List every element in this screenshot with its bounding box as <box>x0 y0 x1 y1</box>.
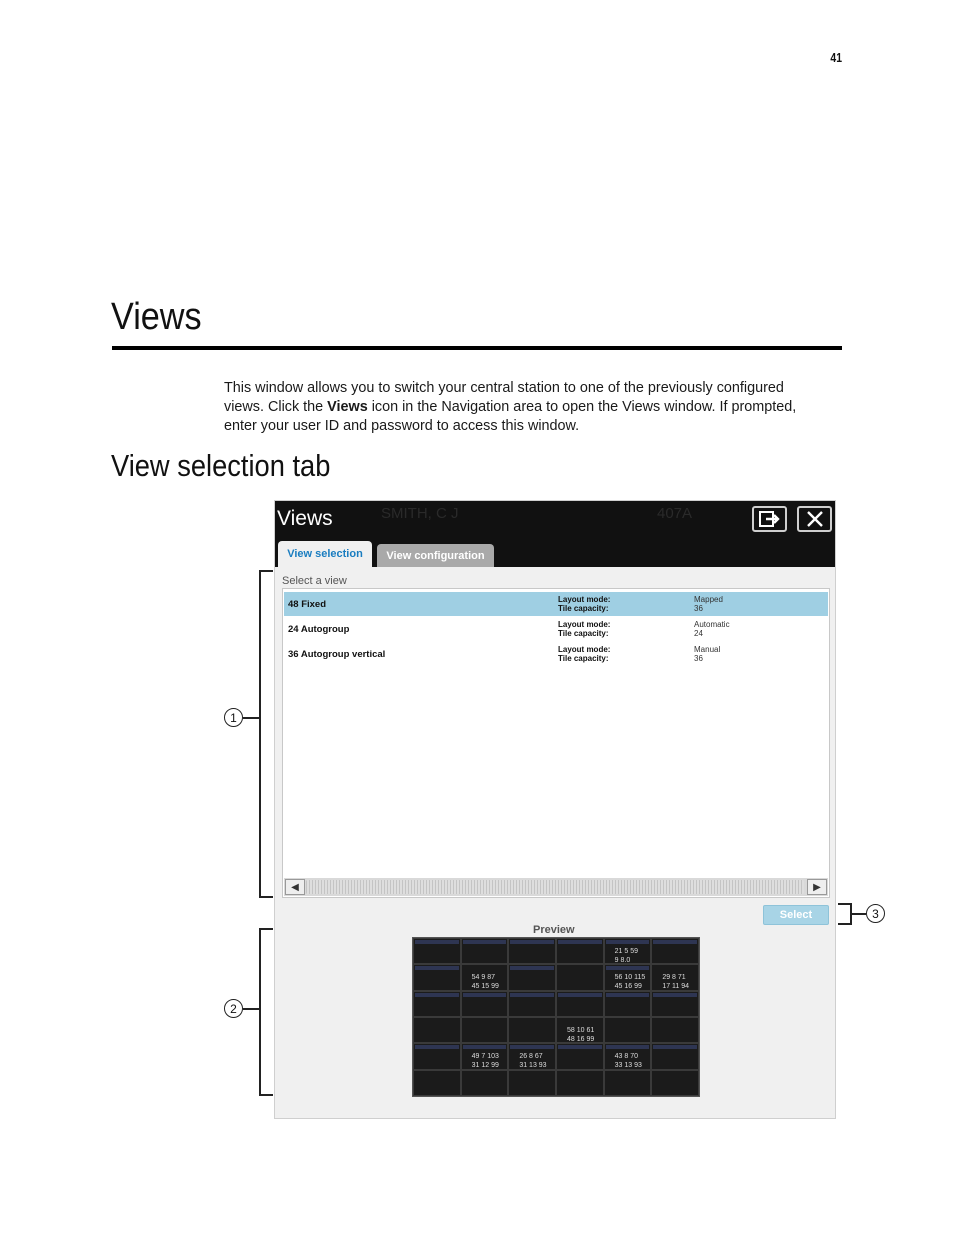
exit-icon <box>759 511 781 527</box>
callout-3-leader <box>850 913 866 915</box>
exit-button[interactable] <box>752 506 787 532</box>
preview-tile <box>651 938 699 964</box>
tile-capacity-value: 36 <box>694 604 703 613</box>
tile-header-bar <box>653 940 697 944</box>
tile-header-bar <box>415 993 459 997</box>
preview-tile <box>556 1070 604 1096</box>
callout-1-bracket-bottom <box>259 896 273 898</box>
preview-tile <box>604 1017 652 1043</box>
tile-header-bar <box>510 1045 554 1049</box>
layout-mode-label: Layout mode: <box>558 595 611 604</box>
tile-header-bar <box>558 1045 602 1049</box>
tile-header-bar <box>558 940 602 944</box>
intro-paragraph <box>224 379 814 436</box>
preview-tile <box>413 964 461 990</box>
view-row-24-autogroup[interactable] <box>284 617 828 641</box>
tile-vitals-top: 21 5 59 <box>614 948 639 955</box>
scroll-left-button[interactable] <box>285 879 305 895</box>
view-name: 48 Fixed <box>288 599 327 610</box>
preview-tile <box>651 1043 699 1069</box>
preview-tile <box>508 1017 556 1043</box>
layout-mode-label: Layout mode: <box>558 620 611 629</box>
preview-tile <box>508 938 556 964</box>
tile-header-bar <box>415 1045 459 1049</box>
callout-1: 1 <box>224 708 243 727</box>
layout-mode-value: Manual <box>694 645 721 654</box>
tile-capacity-value: 24 <box>694 629 703 638</box>
views-list <box>282 588 830 898</box>
view-preview <box>412 937 700 1097</box>
preview-tile <box>508 964 556 990</box>
window-titlebar <box>275 501 835 567</box>
views-window-screenshot <box>274 500 836 1119</box>
tile-header-bar <box>653 993 697 997</box>
preview-tile <box>508 991 556 1017</box>
intro-text-2: icon in the Navigation area to open the Views window. If prompted, enter your user ID and password to access this window. <box>224 399 797 434</box>
subsection-heading: View selection tab <box>111 448 331 483</box>
section-heading: Views <box>111 296 202 338</box>
preview-tile <box>651 1017 699 1043</box>
tile-header-bar <box>463 1045 507 1049</box>
tab-view-selection[interactable]: View selection <box>278 541 372 567</box>
callout-2-bracket <box>259 928 261 1096</box>
tile-capacity-label: Tile capacity: <box>558 629 609 638</box>
tile-header-bar <box>510 940 554 944</box>
preview-tile <box>413 991 461 1017</box>
callout-2-bracket-top <box>259 928 273 930</box>
tile-capacity-value: 36 <box>694 654 703 663</box>
preview-tile <box>508 1070 556 1096</box>
tile-vitals-top: 54 9 87 <box>471 974 496 982</box>
preview-tile <box>556 938 604 964</box>
arrow-left-icon: ◀ <box>291 881 299 893</box>
preview-tile <box>461 1070 509 1096</box>
tile-capacity-label: Tile capacity: <box>558 604 609 613</box>
tile-vitals-top: 58 10 61 <box>567 1027 595 1034</box>
tile-vitals-top: 49 7 103 <box>471 1053 499 1061</box>
callout-3: 3 <box>866 904 885 923</box>
preview-tile <box>461 1017 509 1043</box>
page-number: 41 <box>830 50 842 65</box>
tile-header-bar <box>510 993 554 997</box>
layout-mode-value: Mapped <box>694 595 723 604</box>
window-title: Views <box>277 507 333 530</box>
tile-header-bar <box>415 940 459 944</box>
heading-rule <box>112 346 842 350</box>
close-button[interactable] <box>797 506 832 532</box>
tile-vitals-bottom: 45 16 99 <box>614 983 642 991</box>
preview-label: Preview <box>533 924 575 936</box>
preview-tile <box>413 1043 461 1069</box>
preview-tile <box>651 1070 699 1096</box>
preview-tile <box>461 1043 509 1069</box>
preview-tile <box>556 991 604 1017</box>
layout-mode-value: Automatic <box>694 620 730 629</box>
view-row-48-fixed[interactable] <box>284 592 828 616</box>
preview-tile <box>461 938 509 964</box>
scroll-right-button[interactable] <box>807 879 827 895</box>
preview-tile <box>604 1043 652 1069</box>
intro-bold-views: Views <box>327 399 368 415</box>
preview-tile <box>604 991 652 1017</box>
preview-tile <box>556 1043 604 1069</box>
preview-tile <box>651 964 699 990</box>
preview-tile <box>413 1070 461 1096</box>
tile-vitals-top: 29 8 71 <box>662 974 686 982</box>
scroll-thumb[interactable] <box>306 880 804 894</box>
tab-view-configuration[interactable]: View configuration <box>377 544 494 567</box>
list-label: Select a view <box>282 575 347 587</box>
tile-header-bar <box>606 1045 650 1049</box>
tile-capacity-label: Tile capacity: <box>558 654 609 663</box>
preview-tile <box>651 991 699 1017</box>
tile-header-bar <box>463 993 507 997</box>
preview-tile <box>413 1017 461 1043</box>
tile-header-bar <box>606 993 650 997</box>
ghost-bed-label: 407A <box>657 505 693 522</box>
preview-tile <box>556 1017 604 1043</box>
tile-vitals-top: 43 8 70 <box>614 1053 639 1061</box>
tile-vitals-bottom: 9 8.0 <box>614 957 631 964</box>
horizontal-scrollbar[interactable] <box>284 878 828 896</box>
tile-header-bar <box>415 966 459 970</box>
tile-header-bar <box>558 993 602 997</box>
tile-vitals-bottom: 31 12 99 <box>471 1062 499 1070</box>
preview-tile <box>413 938 461 964</box>
callout-1-bracket <box>259 570 261 898</box>
callout-2-bracket-bottom <box>259 1094 273 1096</box>
callout-2-leader <box>243 1008 259 1010</box>
preview-tile <box>604 1070 652 1096</box>
callout-1-leader <box>243 717 259 719</box>
preview-tile <box>604 964 652 990</box>
preview-tile <box>461 964 509 990</box>
tile-vitals-bottom: 33 13 93 <box>614 1062 642 1070</box>
preview-tile <box>508 1043 556 1069</box>
preview-tile <box>461 991 509 1017</box>
intro-text-1: This window allows you to switch your central station to one of the previously configured views. Click the <box>224 380 784 415</box>
tile-vitals-bottom: 17 11 94 <box>662 983 690 991</box>
view-name: 36 Autogroup vertical <box>288 649 386 660</box>
tile-vitals-bottom: 31 13 93 <box>519 1062 547 1070</box>
tile-header-bar <box>510 966 554 970</box>
callout-2: 2 <box>224 999 243 1018</box>
close-icon <box>806 510 824 528</box>
callout-1-bracket-top <box>259 570 273 572</box>
tile-header-bar <box>606 940 650 944</box>
tile-vitals-bottom: 48 16 99 <box>567 1036 595 1043</box>
arrow-right-icon: ▶ <box>813 881 821 893</box>
ghost-patient-name: SMITH, C J <box>381 505 459 522</box>
tile-vitals-bottom: 45 15 99 <box>471 983 499 991</box>
layout-mode-label: Layout mode: <box>558 645 611 654</box>
tile-vitals-top: 56 10 115 <box>614 974 646 982</box>
tile-vitals-top: 26 8 67 <box>519 1053 543 1061</box>
tile-header-bar <box>606 966 650 970</box>
view-name: 24 Autogroup <box>288 624 350 635</box>
preview-tile <box>604 938 652 964</box>
tile-header-bar <box>463 940 507 944</box>
view-row-36-autogroup-vertical[interactable] <box>284 642 828 666</box>
tile-header-bar <box>653 1045 697 1049</box>
preview-tile <box>556 964 604 990</box>
select-button[interactable]: Select <box>763 905 829 925</box>
